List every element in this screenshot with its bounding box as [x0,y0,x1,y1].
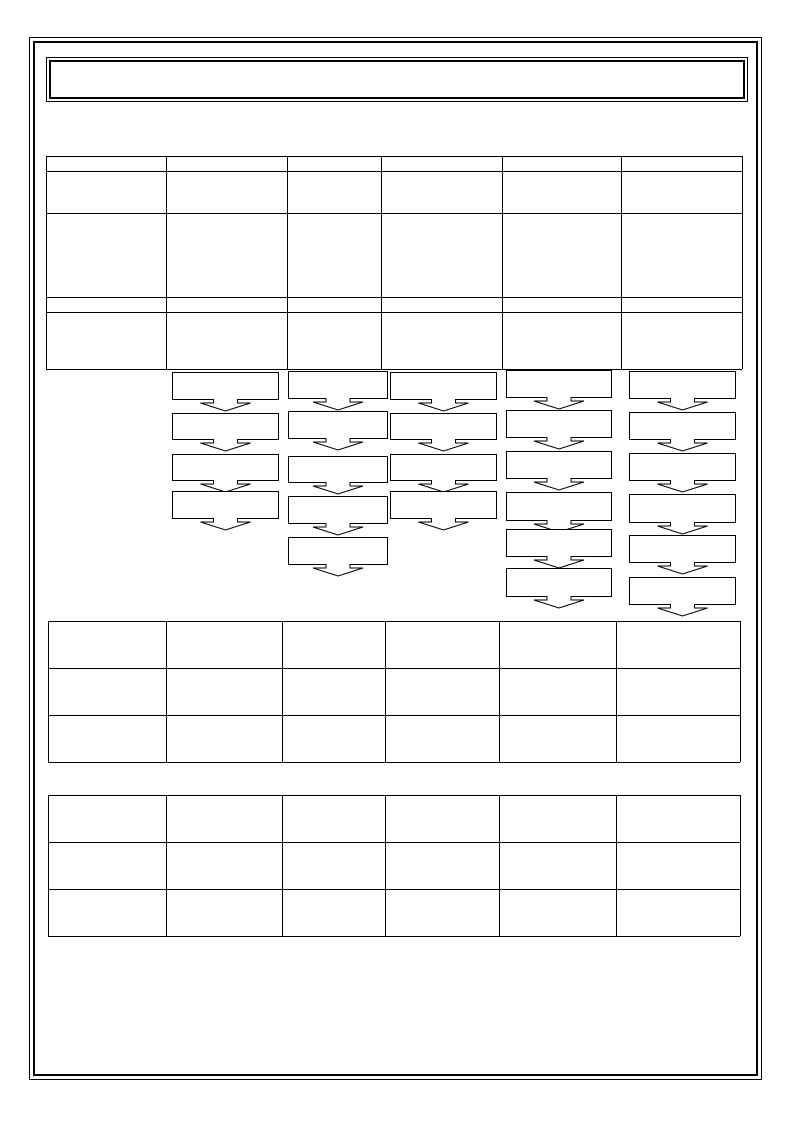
table-rule [48,762,740,763]
table-column-rule [282,795,283,936]
table-rule [48,936,740,937]
table-column-rule [48,621,49,762]
table-column-rule [616,795,617,936]
table-column-rule [740,621,741,762]
table-rule [48,715,740,716]
table-column-rule [48,795,49,936]
table-column-rule [616,621,617,762]
table-column-rule [385,621,386,762]
table-rule [48,842,740,843]
table-column-rule [499,795,500,936]
table-column-rule [166,621,167,762]
table-rule [48,621,740,622]
table-column-rule [740,795,741,936]
table-column-rule [499,621,500,762]
table-rule [48,795,740,796]
table-column-rule [385,795,386,936]
table-column-rule [166,795,167,936]
table-rule [48,889,740,890]
table-rule [48,668,740,669]
table-column-rule [282,621,283,762]
